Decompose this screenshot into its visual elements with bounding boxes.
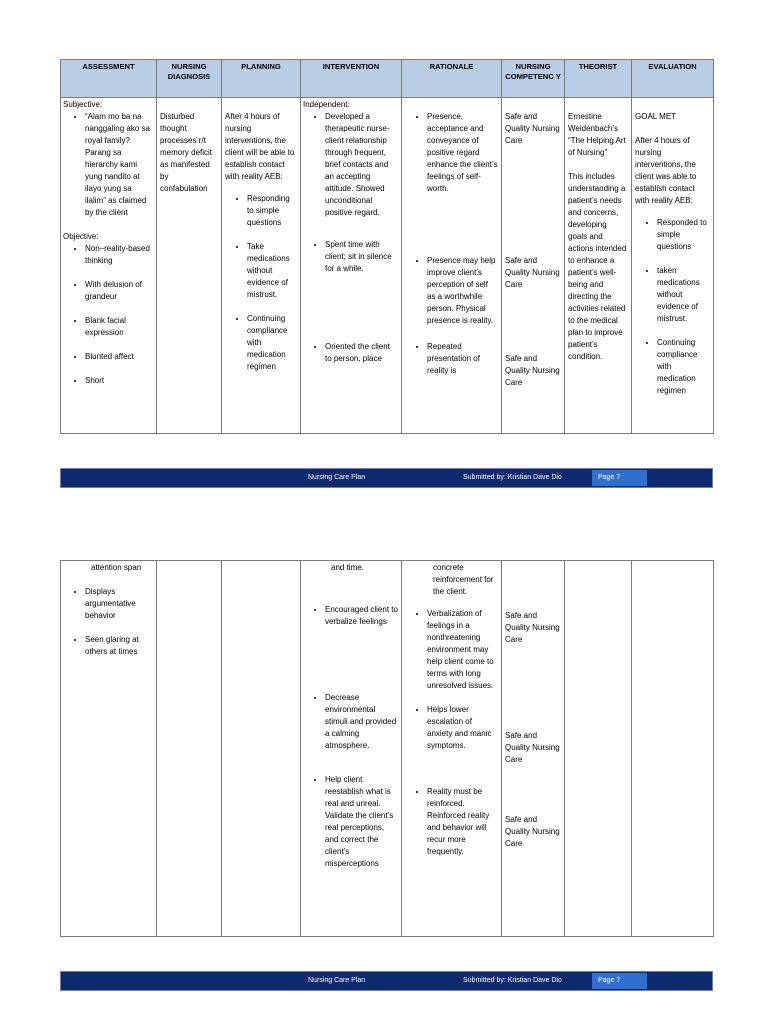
- list-item: • Repeated presentation of reality is: [427, 341, 498, 377]
- header-assessment: ASSESSMENT: [61, 60, 157, 98]
- evaluation-cell: [632, 98, 714, 434]
- header-nursing-diagnosis: NURSING DIAGNOSIS: [157, 60, 222, 98]
- list-item: • With delusion of grandeur: [85, 279, 153, 303]
- list-item: • Blunted affect: [85, 351, 153, 363]
- list-item: • Encouraged client to verbalize feelings: [325, 604, 398, 628]
- nursing-diagnosis-text: Disturbed thought processes r/t memory deficit as manifested by confabulation: [160, 112, 213, 193]
- list-item: • Seen glaring at others at times: [85, 634, 153, 658]
- list-item: • Presence, acceptance and conveyance of positive regard enhance the client’s feelings of self-worth.: [427, 111, 498, 195]
- planning-cell: [222, 98, 301, 434]
- rationale-cell: [402, 98, 502, 434]
- list-item: • Presence may help improve client’s perception of self as a worthwhile person. Physical presence is reality.: [427, 255, 498, 327]
- competency-text: Safe and Quality Nursing Care: [505, 731, 560, 764]
- intervention-continued-text: and time.: [331, 563, 364, 572]
- care-plan-table-page1: [60, 59, 714, 434]
- footer-title: Nursing Care Plan: [308, 977, 366, 984]
- list-item: • Spent time with client; sit in silence for a while.: [325, 239, 398, 275]
- header-intervention: INTERVENTION: [301, 60, 402, 98]
- header-theorist: THEORIST: [565, 60, 632, 98]
- list-item: • Verbalization of feelings in a nonthreatening environment may help client come to terms with long unresolved issues.: [427, 608, 498, 692]
- footer-submitted-by: Submitted by: Kristian Dave Dio: [463, 474, 562, 481]
- competency-text: Safe and Quality Nursing Care: [505, 256, 560, 289]
- list-item: • Continuing compliance with medication regimen: [657, 337, 710, 397]
- competency-text: Safe and Quality Nursing Care: [505, 112, 560, 145]
- assessment-cell: [61, 98, 157, 434]
- rationale-continued-text: concrete reinforcement for the client.: [433, 563, 494, 596]
- competency-text: Safe and Quality Nursing Care: [505, 815, 560, 848]
- diagnosis-cell: [157, 561, 222, 937]
- header-evaluation: EVALUATION: [632, 60, 714, 98]
- competency-text: Safe and Quality Nursing Care: [505, 354, 560, 387]
- competency-text: Safe and Quality Nursing Care: [505, 611, 560, 644]
- page-footer: [60, 468, 713, 488]
- evaluation-cell: [632, 561, 714, 937]
- theorist-cell: [565, 561, 632, 937]
- evaluation-intro: After 4 hours of nursing interventions, the client was able to establish contact with reality AEB:: [635, 136, 697, 205]
- list-item: • Help client reestablish what is real and unreal. Validate the client’s real perceptions, and correct the client’s misperceptions: [325, 774, 398, 870]
- list-item: • Oriented the client to person, place: [325, 341, 398, 365]
- list-item: • Developed a therapeutic nurse-client relationship through frequent, brief contacts and an accepting attitude. Showed unconditional positive regard.: [325, 111, 398, 219]
- intervention-cell: [301, 98, 402, 434]
- evaluation-status: GOAL MET: [635, 112, 677, 121]
- list-item: • Take medications without evidence of mistrust.: [247, 241, 297, 301]
- footer-page-number: Page 7: [592, 470, 647, 486]
- footer-title: Nursing Care Plan: [308, 474, 366, 481]
- theorist-name: Ernestine Weidenbach’s “The Helping Art of Nursing”: [568, 112, 626, 157]
- list-item: • Reality must be reinforced. Reinforced reality and behavior will recur more frequently.: [427, 786, 498, 858]
- planning-intro: After 4 hours of nursing interventions, the client will be able to establish contact with reality AEB:: [225, 112, 295, 181]
- list-item: • Displays argumentative behavior: [85, 586, 153, 622]
- list-item: • Short: [85, 375, 153, 387]
- theorist-description: This includes understanding a patient’s needs and concerns, developing goals and actions intended to enhance a patient’s well-being and directing the activities related to the medical plan to improve patient’s condition.: [568, 172, 627, 361]
- assessment-continued-text: attention span: [91, 563, 142, 572]
- assessment-cell: [61, 561, 157, 937]
- independent-label: Independent:: [303, 100, 350, 109]
- list-item: • Continuing compliance with medication regimen: [247, 313, 297, 373]
- competency-cell: [502, 98, 565, 434]
- rationale-cell: [402, 561, 502, 937]
- header-planning: PLANNING: [222, 60, 301, 98]
- care-plan-table-page2: [60, 560, 714, 937]
- planning-cell: [222, 561, 301, 937]
- list-item: • taken medications without evidence of mistrust.: [657, 265, 710, 325]
- competency-cell: [502, 561, 565, 937]
- list-item: • Helps lower escalation of anxiety and manic symptoms.: [427, 704, 498, 752]
- diagnosis-cell: [157, 98, 222, 434]
- intervention-cell: [301, 561, 402, 937]
- list-item: • Non–reality-based thinking: [85, 243, 153, 267]
- footer-submitted-by: Submitted by: Kristian Dave Dio: [463, 977, 562, 984]
- list-item: • “Alam mo ba na nanggaling ako sa royal family? Parang sa hierarchy kami yung nandito at ilayo yung sa ilalim” as claimed by the client: [85, 111, 153, 219]
- page-footer: [60, 971, 713, 991]
- objective-label: Objective:: [63, 232, 99, 241]
- list-item: • Responding to simple questions: [247, 193, 297, 229]
- theorist-cell: [565, 98, 632, 434]
- list-item: • Decrease environmental stimuli and provided a calming atmosphere.: [325, 692, 398, 752]
- list-item: • Blank facial expression: [85, 315, 153, 339]
- subjective-label: Subjective:: [63, 100, 103, 109]
- list-item: • Responded to simple questions: [657, 217, 710, 253]
- header-nursing-competency: NURSING COMPETENC Y: [502, 60, 565, 98]
- header-rationale: RATIONALE: [402, 60, 502, 98]
- footer-page-number: Page 7: [592, 973, 647, 989]
